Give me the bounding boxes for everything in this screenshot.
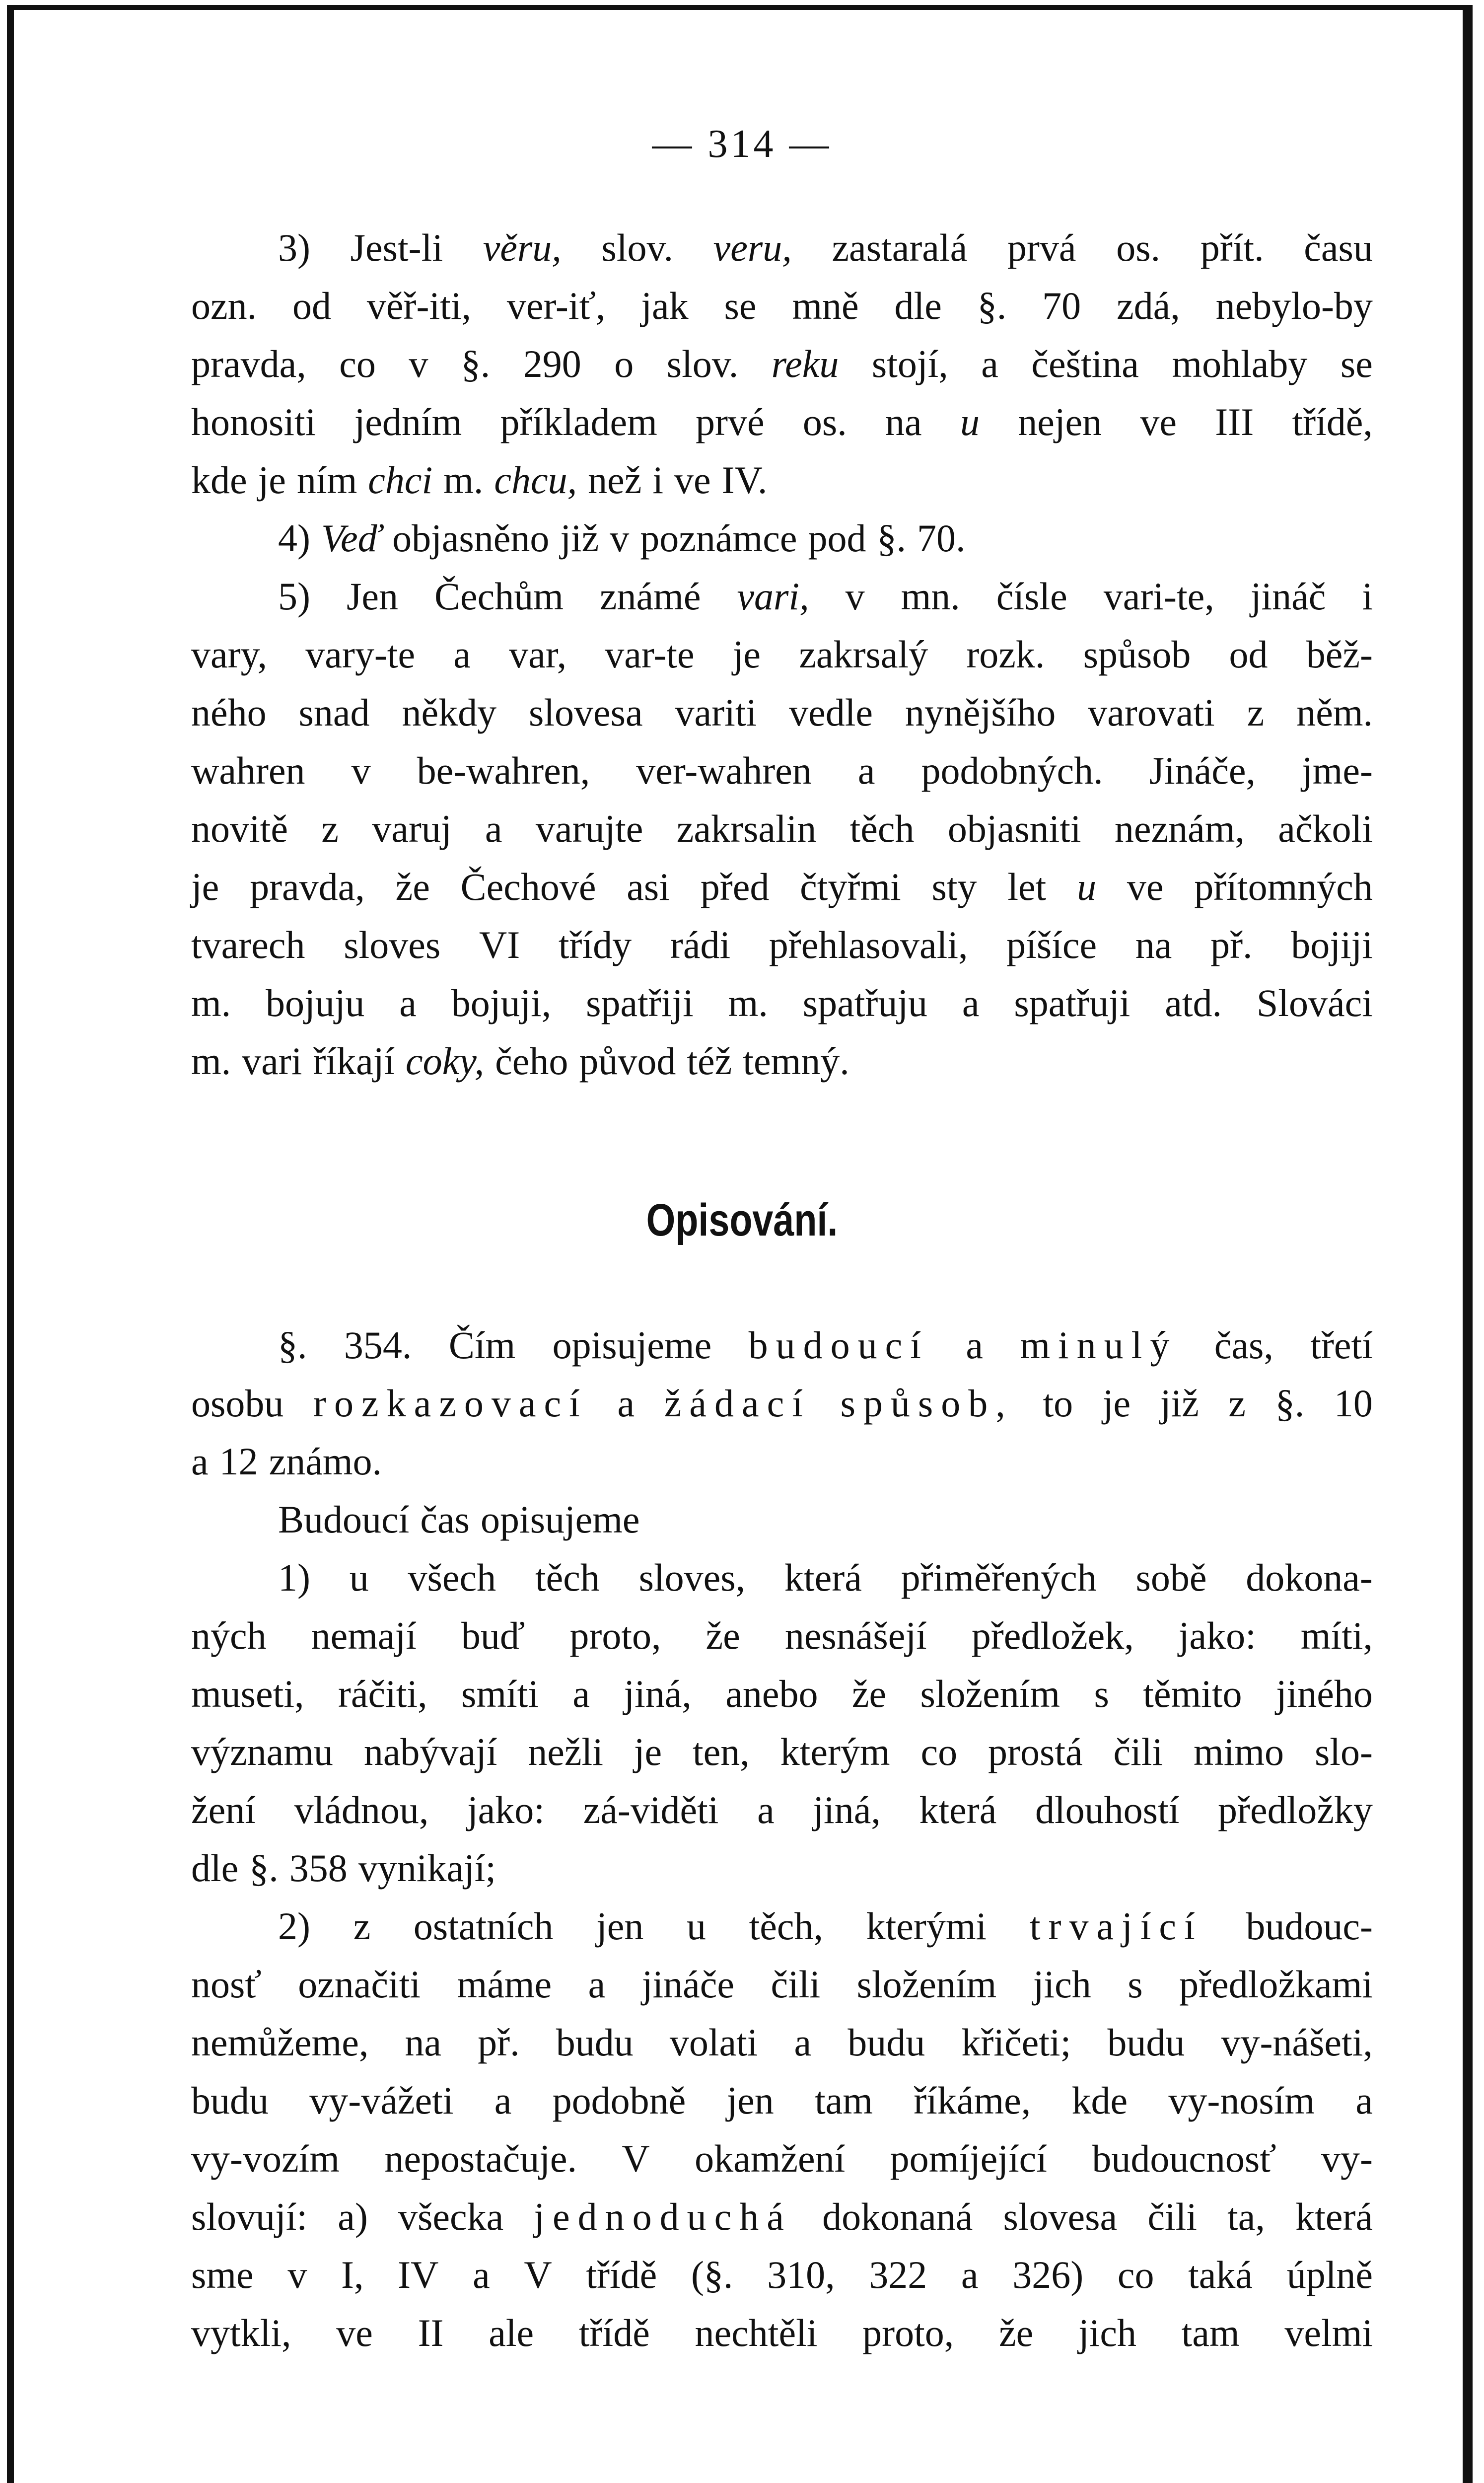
text-line: sme v I, IV a V třídě (§. 310, 322 a 326) co taká úplně	[191, 2253, 1373, 2296]
text-line: vytkli, ve II ale třídě nechtěli proto, že jich tam velmi	[191, 2311, 1373, 2354]
text-line: slovují: a) všecka jednoduchá dokonaná slovesa čili ta, která	[191, 2195, 1373, 2238]
text-line: 1) u všech těch sloves, která přiměřených sobě dokona-	[278, 1556, 1373, 1599]
text-line: nemůžeme, na př. budu volati a budu křičeti; budu vy-nášeti,	[191, 2021, 1373, 2064]
text-line: a 12 známo.	[191, 1440, 382, 1483]
text-line: ného snad někdy slovesa variti vedle nynějšího varovati z něm.	[191, 691, 1373, 734]
text-line: pravda, co v §. 290 o slov. reku stojí, a čeština mohlaby se	[191, 342, 1373, 385]
text-line: významu nabývají nežli je ten, kterým co prostá čili mimo slo-	[191, 1730, 1373, 1773]
text-line: je pravda, že Čechové asi před čtyřmi sty let u ve přítomných	[191, 865, 1373, 908]
text-line: ozn. od věř-iti, ver-iť, jak se mně dle §. 70 zdá, nebylo-by	[191, 284, 1373, 327]
text-line: 4) Veď objasněno již v poznámce pod §. 70.	[278, 516, 966, 560]
section-heading: Opisování.	[646, 1195, 838, 1245]
text-line: honositi jedním příkladem prvé os. na u nejen ve III třídě,	[191, 400, 1373, 443]
footnotes	[191, 219, 1373, 1090]
text-line: tvarech sloves VI třídy rádi přehlasovali, píšíce na př. bojiji	[191, 923, 1373, 966]
text-line: Budoucí čas opisujeme	[278, 1498, 640, 1541]
text-line: ných nemají buď proto, že nesnášejí předložek, jako: míti,	[191, 1614, 1373, 1657]
text-line: vary, vary-te a var, var-te je zakrsalý rozk. spůsob od běž-	[191, 633, 1373, 676]
text-line: žení vládnou, jako: zá-viděti a jiná, která dlouhostí předložky	[191, 1788, 1373, 1831]
page-number: — 314 —	[652, 122, 832, 166]
text-line: museti, ráčiti, smíti a jiná, anebo že složením s těmito jiného	[191, 1672, 1373, 1715]
body-text	[191, 1316, 1373, 2362]
text-line: m. bojuju a bojuji, spatřiji m. spatřuju a spatřuji atd. Slováci	[191, 981, 1373, 1024]
text-line: budu vy-vážeti a podobně jen tam říkáme, kde vy-nosím a	[191, 2079, 1373, 2122]
text-line: dle §. 358 vynikají;	[191, 1846, 496, 1890]
text-line: 5) Jen Čechům známé vari, v mn. čísle vari-te, jináč i	[278, 575, 1373, 618]
text-line: wahren v be-wahren, ver-wahren a podobných. Jináče, jme-	[191, 749, 1373, 792]
text-line: osobu rozkazovací a žádací spůsob, to je již z §. 10	[191, 1382, 1373, 1425]
text-line: §. 354. Čím opisujeme budoucí a minulý čas, třetí	[278, 1323, 1373, 1367]
text-line: vy-vozím nepostačuje. V okamžení pomíjející budoucnosť vy-	[191, 2137, 1373, 2180]
text-line: 2) z ostatních jen u těch, kterými trvající budouc-	[278, 1904, 1373, 1948]
text-line: m. vari říkají coky, čeho původ též temný.	[191, 1039, 849, 1083]
text-line: novitě z varuj a varujte zakrsalin těch objasniti neznám, ačkoli	[191, 807, 1373, 850]
text-line: nosť označiti máme a jináče čili složením jich s předložkami	[191, 1963, 1373, 2006]
text-line: 3) Jest-li věru, slov. veru, zastaralá prvá os. přít. času	[278, 226, 1373, 269]
text-line: kde je ním chci m. chcu, než i ve IV.	[191, 458, 768, 502]
